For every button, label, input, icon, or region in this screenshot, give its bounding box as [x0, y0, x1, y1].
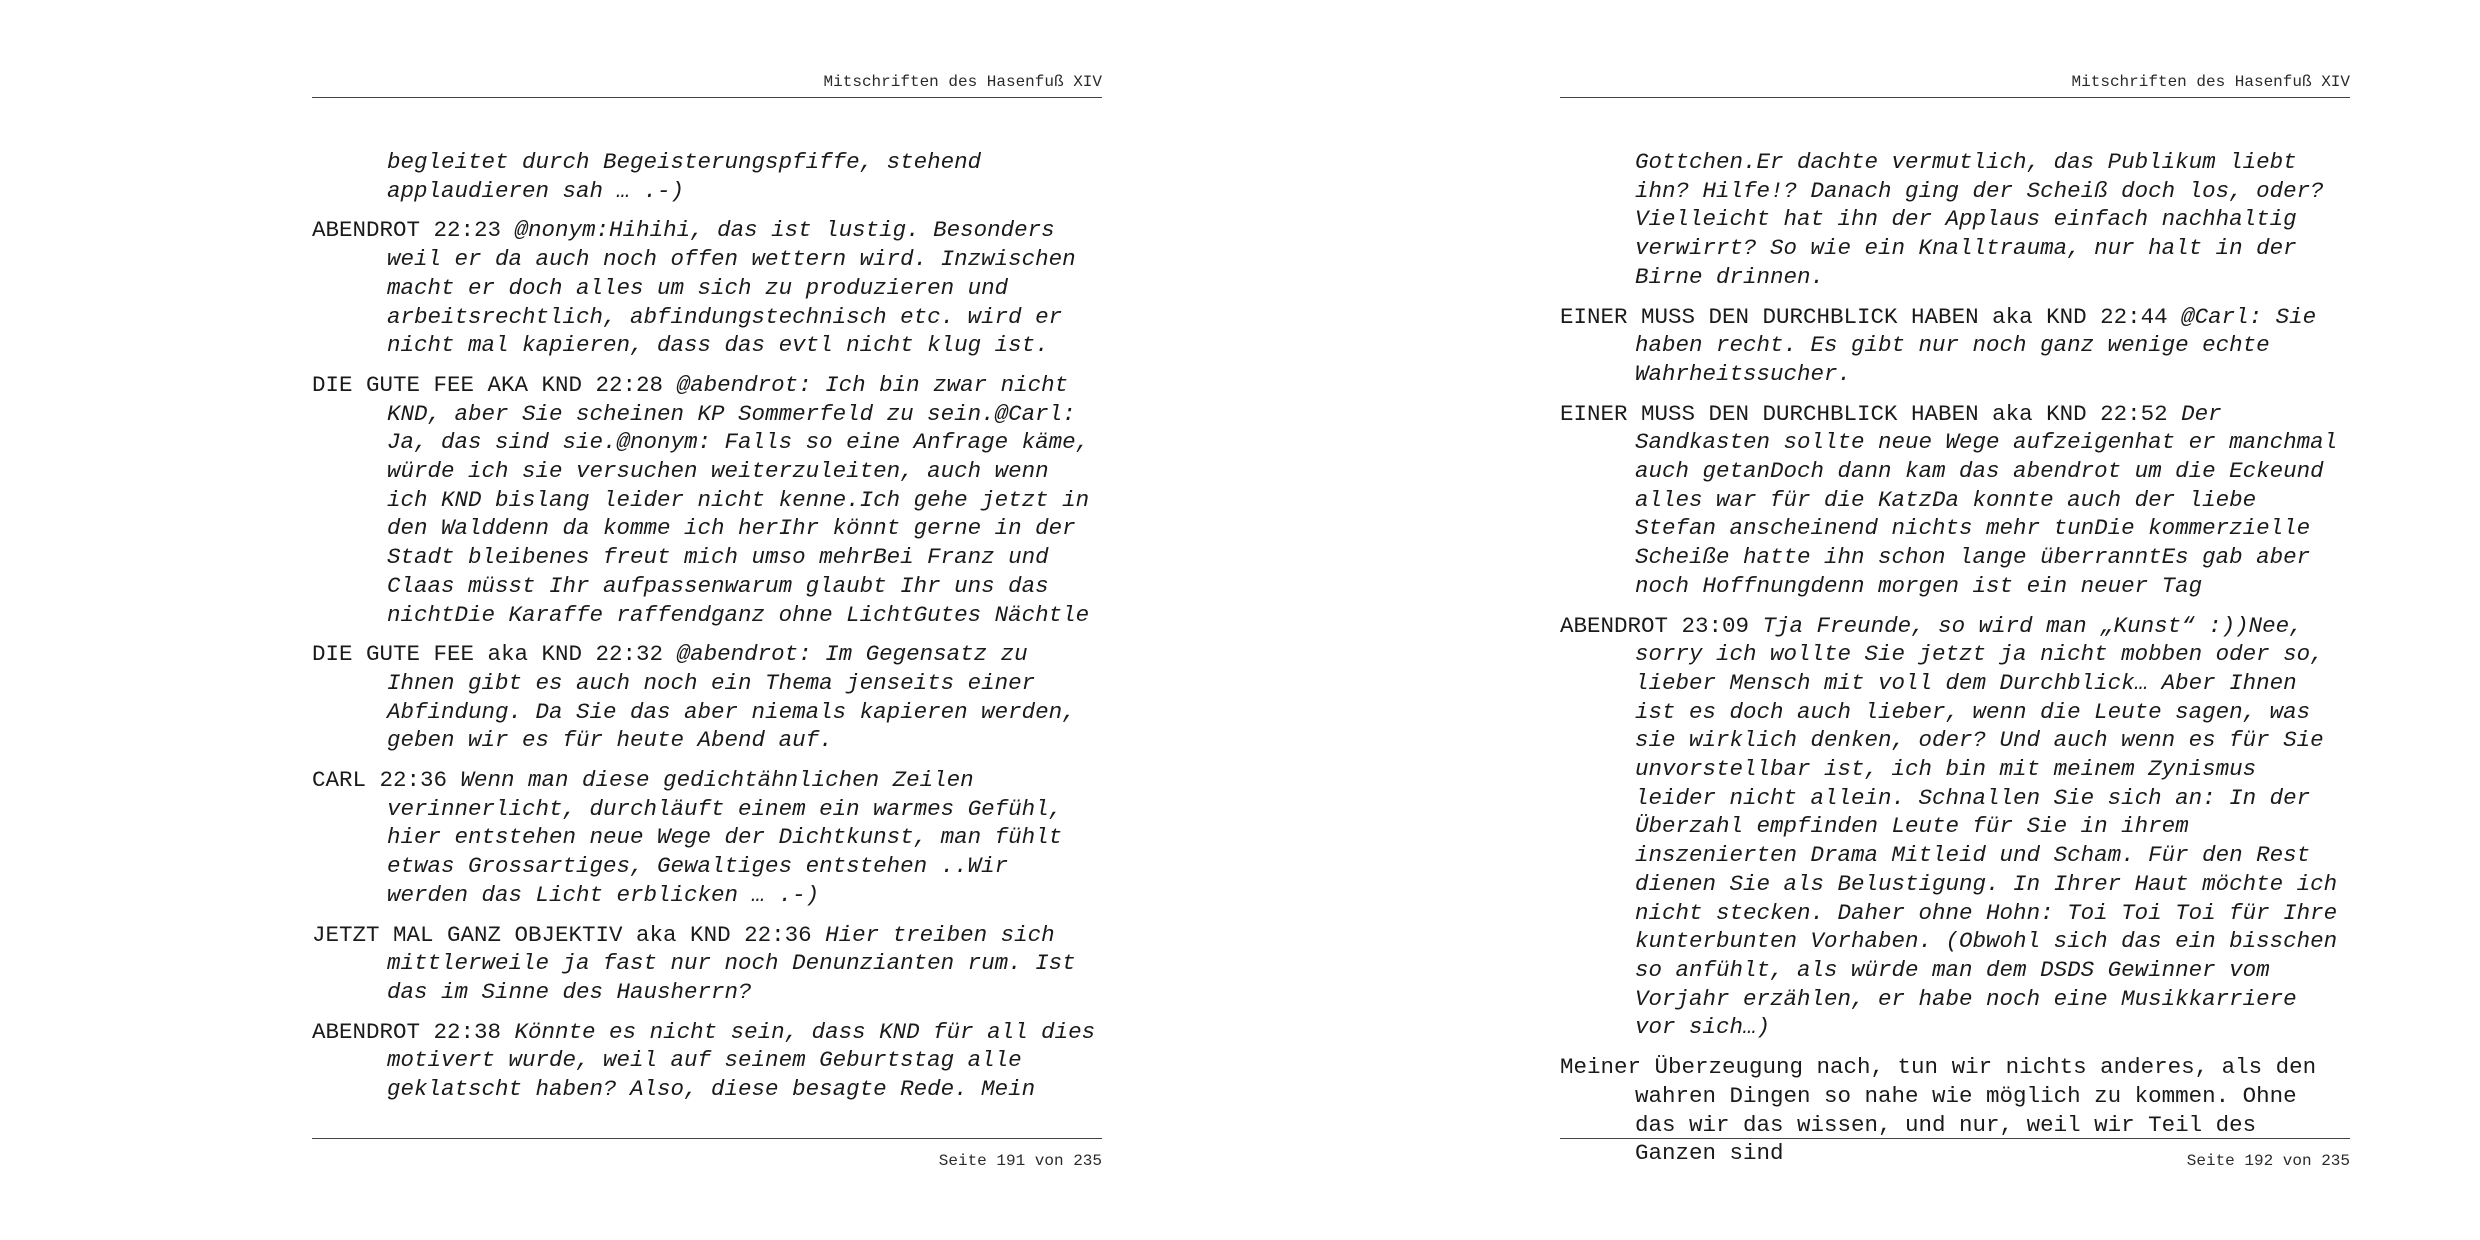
comment-speaker: DIE GUTE FEE aka KND 22:32: [312, 641, 677, 668]
comment-text: @nonym:Hihihi, das ist lustig. Besonders weil er da auch noch offen wettern wird. Inzwischen macht er doch alles um sich zu produzieren und arbeitsrechtlich, abfindungstechnisch etc. wird er nicht mal kapieren, dass das evtl nicht klug ist.: [387, 217, 1076, 359]
page-number: Seite 191 von 235: [938, 1152, 1102, 1170]
comment-entry: [1560, 612, 2350, 1043]
comment-entry: [1560, 400, 2350, 601]
left-page: [312, 0, 1102, 1240]
header-divider: [1560, 97, 2350, 98]
comment-speaker: EINER MUSS DEN DURCHBLICK HABEN aka KND 22:44: [1560, 303, 2182, 330]
comment-entry: [312, 1018, 1102, 1104]
continuation-text: begleitet durch Begeisterungspfiffe, stehend applaudieren sah … .-): [387, 149, 982, 204]
continuation-text: Gottchen.Er dachte vermutlich, das Publikum liebt ihn? Hilfe!? Danach ging der Scheiß doch los, oder? Vielleicht hat ihn der Applaus einfach nachhaltig verwirrt? So wie ein Knalltrauma, nur halt in der Birne drinnen.: [1635, 149, 2324, 290]
comment-text: Der Sandkasten sollte neue Wege aufzeigenhat er manchmal auch getanDoch dann kam das abendrot um die Eckeund alles war für die KatzDa konnte auch der liebe Stefan anscheinend nichts mehr tunDie kommerzielle Scheiße hatte ihn schon lange überranntEs gab aber noch Hoffnungdenn morgen ist ein neuer Tag: [1635, 400, 2338, 599]
comment-speaker: DIE GUTE FEE AKA KND 22:28: [312, 371, 677, 398]
comment-speaker: ABENDROT 22:23: [312, 217, 515, 244]
comment-text: @abendrot: Ich bin zwar nicht KND, aber Sie scheinen KP Sommerfeld zu sein.@Carl: Ja, das sind sie.@nonym: Falls so eine Anfrage käme, würde ich sie versuchen weiterzuleiten, auch wenn ich KND bislang leider nicht kenne.Ich gehe jetzt in den Walddenn da komme ich herIhr könnt gerne in der Stadt bleibenes freut mich umso mehrBei Franz und Claas müsst Ihr aufpassenwarum glaubt Ihr uns das nichtDie Karaffe raffendganz ohne LichtGutes Nächtle: [387, 371, 1090, 628]
comment-text: Könnte es nicht sein, dass KND für all dies motivert wurde, weil auf seinem Geburtstag alle geklatscht haben? Also, diese besagte Rede. Mein: [387, 1018, 1096, 1103]
comment-text: @Carl: Sie haben recht. Es gibt nur noch ganz wenige echte Wahrheitssucher.: [1635, 303, 2317, 387]
page-body: [312, 148, 1102, 1115]
page-header: Mitschriften des Hasenfuß XIV: [2071, 73, 2350, 91]
comment-text: Wenn man diese gedichtähnlichen Zeilen verinnerlicht, durchläuft einem ein warmes Gefühl, hier entstehen neue Wege der Dichtkunst, man fühlt etwas Grossartiges, Gewaltiges entstehen ..Wir werden das Licht erblicken … .-): [387, 767, 1063, 908]
closing-paragraph: Meiner Überzeugung nach, tun wir nichts anderes, als den wahren Dingen so nahe wie möglich zu kommen. Ohne das wir das wissen, und nur, weil wir Teil des Ganzen sind: [1560, 1054, 2317, 1167]
comment-entry: [312, 766, 1102, 910]
page-body: [1560, 148, 2350, 1179]
comment-text: Hier treiben sich mittlerweile ja fast nur noch Denunzianten rum. Ist das im Sinne des Hausherrn?: [387, 921, 1076, 1005]
comment-speaker: JETZT MAL GANZ OBJEKTIV aka KND 22:36: [312, 921, 826, 948]
comment-text: @abendrot: Im Gegensatz zu Ihnen gibt es auch noch ein Thema jenseits einer Abfindung. Da Sie das aber niemals kapieren werden, geben wir es für heute Abend auf.: [387, 641, 1076, 754]
comment-entry: [312, 640, 1102, 755]
footer-divider: [312, 1138, 1102, 1139]
comment-speaker: EINER MUSS DEN DURCHBLICK HABEN aka KND 22:52: [1560, 400, 2182, 427]
footer-divider: [1560, 1138, 2350, 1139]
comment-entry: [312, 921, 1102, 1007]
comment-speaker: CARL 22:36: [312, 767, 461, 794]
comment-entry: [312, 216, 1102, 360]
comment-text: Tja Freunde, so wird man „Kunst“ :))Nee, sorry ich wollte Sie jetzt ja nicht mobben oder so, lieber Mensch mit voll dem Durchblick… Aber Ihnen ist es doch auch lieber, wenn die Leute sagen, was sie wirklich denken, oder? Und auch wenn es für Sie unvorstellbar ist, ich bin mit meinem Zynismus leider nicht allein. Schnallen Sie sich an: In der Überzahl empfinden Leute für Sie in ihrem inszenierten Drama Mitleid und Scham. Für den Rest dienen Sie als Belustigung. In Ihrer Haut möchte ich nicht stecken. Daher ohne Hohn: Toi Toi Toi für Ihre kunterbunten Vorhaben. (Obwohl sich das ein bisschen so anfühlt, als würde man dem DSDS Gewinner vom Vorjahr erzählen, er habe noch eine Musikkarriere vor sich…): [1635, 612, 2338, 1041]
page-number: Seite 192 von 235: [2186, 1152, 2350, 1170]
comment-entry: [312, 371, 1102, 629]
comment-speaker: ABENDROT 22:38: [312, 1018, 515, 1045]
comment-entry: [1560, 303, 2350, 389]
page-header: Mitschriften des Hasenfuß XIV: [823, 73, 1102, 91]
header-divider: [312, 97, 1102, 98]
right-page: [1560, 0, 2350, 1240]
comment-speaker: ABENDROT 23:09: [1560, 612, 1763, 639]
